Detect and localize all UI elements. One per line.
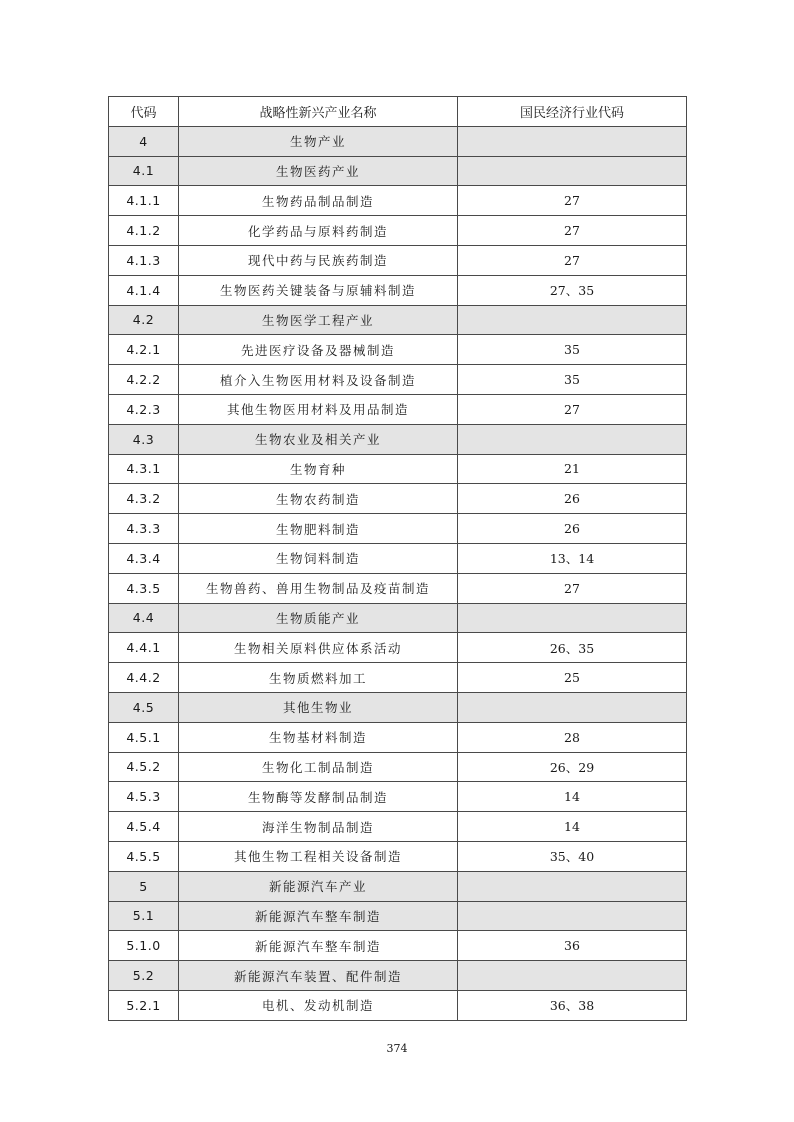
table-row: [109, 990, 687, 1020]
cell-national-industry-code: 26: [458, 514, 687, 544]
cell-code: 4.2.3: [109, 394, 179, 424]
cell-national-industry-code: 26: [458, 484, 687, 514]
table-row: [109, 841, 687, 871]
cell-code: 5.1: [109, 901, 179, 931]
cell-code: 4.5.3: [109, 782, 179, 812]
cell-national-industry-code: 27: [458, 394, 687, 424]
cell-industry-name: 新能源汽车装置、配件制造: [179, 961, 458, 991]
table-row: [109, 663, 687, 693]
cell-industry-name: 生物产业: [179, 126, 458, 156]
cell-national-industry-code: 27、35: [458, 275, 687, 305]
table-row: [109, 633, 687, 663]
cell-industry-name: 其他生物医用材料及用品制造: [179, 394, 458, 424]
cell-national-industry-code: [458, 603, 687, 633]
category-row: [109, 305, 687, 335]
cell-code: 4.2.1: [109, 335, 179, 365]
page-number: 374: [386, 1042, 408, 1055]
cell-national-industry-code: [458, 692, 687, 722]
cell-code: 4.3.2: [109, 484, 179, 514]
cell-national-industry-code: 35、40: [458, 841, 687, 871]
cell-industry-name: 生物药品制品制造: [179, 186, 458, 216]
category-row: [109, 424, 687, 454]
table-row: [109, 573, 687, 603]
category-row: [109, 901, 687, 931]
cell-industry-name: 电机、发动机制造: [179, 990, 458, 1020]
cell-national-industry-code: 36、38: [458, 990, 687, 1020]
cell-national-industry-code: 26、35: [458, 633, 687, 663]
cell-industry-name: 生物质能产业: [179, 603, 458, 633]
cell-national-industry-code: 25: [458, 663, 687, 693]
table-row: [109, 454, 687, 484]
table-row: [109, 782, 687, 812]
cell-industry-name: 生物育种: [179, 454, 458, 484]
cell-code: 4.2: [109, 305, 179, 335]
table-row: [109, 484, 687, 514]
industry-classification-table: [108, 96, 687, 1021]
cell-code: 4.1.1: [109, 186, 179, 216]
cell-code: 5: [109, 871, 179, 901]
cell-national-industry-code: 35: [458, 335, 687, 365]
table-row: [109, 394, 687, 424]
cell-national-industry-code: 27: [458, 245, 687, 275]
cell-code: 5.2.1: [109, 990, 179, 1020]
cell-national-industry-code: 21: [458, 454, 687, 484]
table-row: [109, 365, 687, 395]
category-row: [109, 126, 687, 156]
table-row: [109, 275, 687, 305]
category-row: [109, 871, 687, 901]
cell-industry-name: 生物医药关键装备与原辅料制造: [179, 275, 458, 305]
cell-code: 4.5: [109, 692, 179, 722]
cell-code: 4.1.4: [109, 275, 179, 305]
cell-national-industry-code: 13、14: [458, 543, 687, 573]
category-row: [109, 156, 687, 186]
cell-code: 4.1: [109, 156, 179, 186]
cell-industry-name: 新能源汽车整车制造: [179, 901, 458, 931]
cell-industry-name: 生物酶等发酵制品制造: [179, 782, 458, 812]
category-row: [109, 603, 687, 633]
cell-industry-name: 生物医学工程产业: [179, 305, 458, 335]
cell-industry-name: 生物相关原料供应体系活动: [179, 633, 458, 663]
table-row: [109, 335, 687, 365]
cell-national-industry-code: [458, 424, 687, 454]
cell-industry-name: 生物农药制造: [179, 484, 458, 514]
cell-code: 4.4.2: [109, 663, 179, 693]
cell-national-industry-code: 27: [458, 216, 687, 246]
cell-code: 4.3.1: [109, 454, 179, 484]
header-national-industry-code: 国民经济行业代码: [458, 97, 687, 127]
cell-national-industry-code: [458, 156, 687, 186]
cell-code: 4: [109, 126, 179, 156]
cell-code: 4.2.2: [109, 365, 179, 395]
table-row: [109, 543, 687, 573]
table-row: [109, 514, 687, 544]
cell-national-industry-code: [458, 305, 687, 335]
cell-national-industry-code: 14: [458, 782, 687, 812]
cell-national-industry-code: 27: [458, 573, 687, 603]
cell-industry-name: 其他生物工程相关设备制造: [179, 841, 458, 871]
cell-code: 4.5.2: [109, 752, 179, 782]
table-row: [109, 812, 687, 842]
table-body: [109, 126, 687, 1020]
table-row: [109, 931, 687, 961]
cell-industry-name: 新能源汽车产业: [179, 871, 458, 901]
cell-industry-name: 生物兽药、兽用生物制品及疫苗制造: [179, 573, 458, 603]
cell-code: 5.2: [109, 961, 179, 991]
cell-code: 4.4: [109, 603, 179, 633]
cell-code: 4.3.3: [109, 514, 179, 544]
cell-industry-name: 植介入生物医用材料及设备制造: [179, 365, 458, 395]
cell-code: 4.3.5: [109, 573, 179, 603]
cell-industry-name: 生物基材料制造: [179, 722, 458, 752]
cell-industry-name: 生物肥料制造: [179, 514, 458, 544]
cell-code: 4.5.1: [109, 722, 179, 752]
cell-industry-name: 新能源汽车整车制造: [179, 931, 458, 961]
cell-industry-name: 化学药品与原料药制造: [179, 216, 458, 246]
cell-industry-name: 生物饲料制造: [179, 543, 458, 573]
cell-code: 4.1.2: [109, 216, 179, 246]
header-code: 代码: [109, 97, 179, 127]
table-row: [109, 752, 687, 782]
category-row: [109, 692, 687, 722]
table-row: [109, 186, 687, 216]
cell-national-industry-code: 26、29: [458, 752, 687, 782]
cell-code: 4.1.3: [109, 245, 179, 275]
table-row: [109, 722, 687, 752]
cell-industry-name: 生物质燃料加工: [179, 663, 458, 693]
cell-national-industry-code: [458, 126, 687, 156]
cell-code: 4.3: [109, 424, 179, 454]
cell-code: 5.1.0: [109, 931, 179, 961]
cell-industry-name: 海洋生物制品制造: [179, 812, 458, 842]
header-industry-name: 战略性新兴产业名称: [179, 97, 458, 127]
cell-industry-name: 先进医疗设备及器械制造: [179, 335, 458, 365]
cell-national-industry-code: 35: [458, 365, 687, 395]
cell-national-industry-code: [458, 901, 687, 931]
cell-national-industry-code: 27: [458, 186, 687, 216]
cell-national-industry-code: [458, 871, 687, 901]
cell-industry-name: 生物医药产业: [179, 156, 458, 186]
cell-national-industry-code: [458, 961, 687, 991]
cell-code: 4.5.5: [109, 841, 179, 871]
category-row: [109, 961, 687, 991]
table-row: [109, 216, 687, 246]
cell-code: 4.3.4: [109, 543, 179, 573]
table-row: [109, 245, 687, 275]
cell-industry-name: 现代中药与民族药制造: [179, 245, 458, 275]
cell-code: 4.4.1: [109, 633, 179, 663]
cell-industry-name: 生物化工制品制造: [179, 752, 458, 782]
cell-code: 4.5.4: [109, 812, 179, 842]
cell-national-industry-code: 28: [458, 722, 687, 752]
cell-industry-name: 其他生物业: [179, 692, 458, 722]
cell-national-industry-code: 36: [458, 931, 687, 961]
cell-industry-name: 生物农业及相关产业: [179, 424, 458, 454]
cell-national-industry-code: 14: [458, 812, 687, 842]
table-header-row: [109, 97, 687, 127]
